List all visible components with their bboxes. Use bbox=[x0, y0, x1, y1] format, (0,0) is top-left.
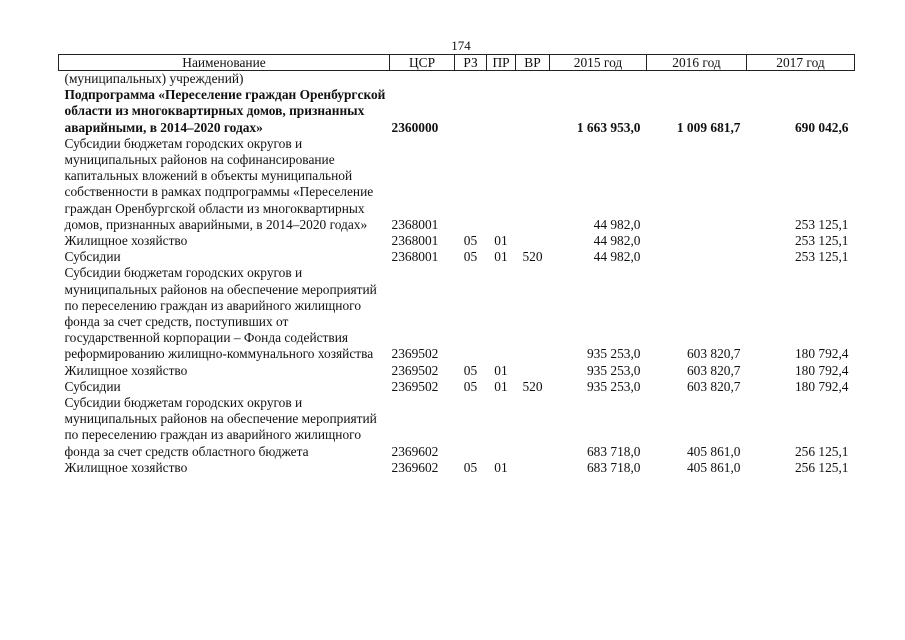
cell-pr bbox=[487, 136, 516, 233]
cell-vr bbox=[516, 265, 550, 362]
cell-2016: 405 861,0 bbox=[686, 459, 741, 475]
cell-2016: 603 820,7 bbox=[686, 378, 741, 394]
cell-pr bbox=[487, 87, 516, 136]
cell-csr: 2369502 bbox=[391, 378, 439, 394]
cell-2017: 180 792,4 bbox=[794, 346, 849, 362]
cell-2017: 690 042,6 bbox=[794, 119, 849, 135]
page-number: 174 bbox=[451, 38, 471, 53]
cell-2017: 253 125,1 bbox=[794, 216, 849, 232]
column-header-name: Наименование bbox=[59, 55, 390, 71]
table-row bbox=[59, 136, 855, 233]
table-row bbox=[59, 71, 855, 88]
column-header-vr: ВР bbox=[516, 55, 550, 71]
cell-name: Подпрограмма «Переселение граждан Оренбургской области из многоквартирных домов, признанных аварийными, в 2014–2020 годах» bbox=[64, 87, 386, 135]
cell-2015: 1 663 953,0 bbox=[576, 119, 641, 135]
cell-rz bbox=[455, 265, 487, 362]
cell-csr: 2369602 bbox=[391, 443, 439, 459]
cell-name: Субсидии бюджетам городских округов и муниципальных районов на софинансирование капитальных вложений в объекты муниципальной собственности в рамках подпрограммы «Переселение граждан Оренбургской области из многоквартирных домов, признанных аварийными, в 2014–2020 годах» bbox=[64, 135, 374, 232]
cell-vr bbox=[516, 460, 550, 476]
cell-csr: 2368001 bbox=[391, 216, 439, 232]
table-header bbox=[59, 55, 855, 71]
cell-2015: 44 982,0 bbox=[593, 233, 641, 249]
column-header-2017: 2017 год bbox=[747, 55, 855, 71]
cell-vr bbox=[516, 363, 550, 379]
cell-vr bbox=[516, 87, 550, 136]
cell-2015: 44 982,0 bbox=[593, 216, 641, 232]
cell-2016 bbox=[647, 136, 747, 233]
cell-2015: 683 718,0 bbox=[586, 443, 641, 459]
cell-vr bbox=[516, 136, 550, 233]
cell-2016 bbox=[647, 71, 747, 88]
table-row bbox=[59, 363, 855, 379]
cell-name: Субсидии bbox=[64, 378, 121, 394]
cell-csr: 2360000 bbox=[391, 119, 439, 135]
cell-name: Жилищное хозяйство bbox=[64, 459, 188, 475]
cell-pr: 01 bbox=[494, 249, 508, 265]
cell-2015: 935 253,0 bbox=[586, 346, 641, 362]
budget-table bbox=[58, 54, 855, 476]
cell-2015: 935 253,0 bbox=[586, 362, 641, 378]
cell-2017 bbox=[747, 71, 855, 88]
cell-name: Жилищное хозяйство bbox=[64, 233, 188, 249]
cell-pr bbox=[487, 265, 516, 362]
cell-rz bbox=[455, 71, 487, 88]
cell-name: (муниципальных) учреждений) bbox=[64, 71, 244, 86]
cell-2015: 683 718,0 bbox=[586, 459, 641, 475]
cell-csr: 2369502 bbox=[391, 346, 439, 362]
cell-name: Жилищное хозяйство bbox=[64, 362, 188, 378]
cell-pr bbox=[487, 395, 516, 460]
cell-csr: 2368001 bbox=[391, 249, 439, 265]
cell-2017: 253 125,1 bbox=[794, 233, 849, 249]
cell-pr: 01 bbox=[494, 459, 508, 475]
cell-vr bbox=[516, 71, 550, 88]
cell-rz: 05 bbox=[463, 362, 478, 378]
cell-2017: 180 792,4 bbox=[794, 378, 849, 394]
column-header-2016: 2016 год bbox=[647, 55, 747, 71]
column-header-pr: ПР bbox=[487, 55, 516, 71]
cell-2017: 256 125,1 bbox=[794, 459, 849, 475]
table-row bbox=[59, 265, 855, 362]
cell-2016: 603 820,7 bbox=[686, 362, 741, 378]
cell-2016: 405 861,0 bbox=[686, 443, 741, 459]
cell-name: Субсидии bbox=[64, 249, 121, 265]
table-row bbox=[59, 249, 855, 265]
cell-csr: 2369602 bbox=[391, 459, 439, 475]
cell-2015: 44 982,0 bbox=[593, 249, 641, 265]
table-row bbox=[59, 87, 855, 136]
cell-2017: 180 792,4 bbox=[794, 362, 849, 378]
cell-csr bbox=[390, 71, 455, 88]
cell-csr: 2369502 bbox=[391, 362, 439, 378]
cell-pr: 01 bbox=[494, 378, 508, 394]
cell-vr bbox=[516, 233, 550, 249]
cell-rz: 05 bbox=[463, 249, 478, 265]
table-row bbox=[59, 460, 855, 476]
cell-2016 bbox=[647, 249, 747, 265]
cell-csr: 2368001 bbox=[391, 233, 439, 249]
cell-2016 bbox=[647, 233, 747, 249]
cell-pr bbox=[487, 71, 516, 88]
table-row bbox=[59, 395, 855, 460]
cell-name: Субсидии бюджетам городских округов и муниципальных районов на обеспечение мероприятий по переселению граждан из аварийного жилищного фонда за счет средств, поступивших от государственной корпорации – Фонда содействия реформированию жилищно-коммунального хозяйства bbox=[64, 265, 377, 362]
cell-vr: 520 bbox=[522, 249, 543, 265]
column-header-2015: 2015 год bbox=[550, 55, 647, 71]
table-row bbox=[59, 233, 855, 249]
column-header-rz: РЗ bbox=[455, 55, 487, 71]
cell-name: Субсидии бюджетам городских округов и муниципальных районов на обеспечение мероприятий по переселению граждан из аварийного жилищного фонда за счет средств областного бюджета bbox=[64, 395, 377, 459]
table-row bbox=[59, 379, 855, 395]
cell-rz: 05 bbox=[463, 459, 478, 475]
cell-rz: 05 bbox=[463, 233, 478, 249]
cell-rz: 05 bbox=[463, 378, 478, 394]
cell-2016: 603 820,7 bbox=[686, 346, 741, 362]
cell-rz bbox=[455, 136, 487, 233]
cell-vr bbox=[516, 395, 550, 460]
column-header-csr: ЦСР bbox=[390, 55, 455, 71]
cell-pr: 01 bbox=[494, 233, 508, 249]
cell-2017: 256 125,1 bbox=[794, 443, 849, 459]
cell-rz bbox=[455, 87, 487, 136]
table-body bbox=[59, 71, 855, 477]
cell-2016: 1 009 681,7 bbox=[676, 119, 741, 135]
cell-2015 bbox=[550, 71, 647, 88]
cell-vr: 520 bbox=[522, 378, 543, 394]
cell-rz bbox=[455, 395, 487, 460]
cell-2015: 935 253,0 bbox=[586, 378, 641, 394]
cell-2017: 253 125,1 bbox=[794, 249, 849, 265]
cell-pr: 01 bbox=[494, 362, 508, 378]
